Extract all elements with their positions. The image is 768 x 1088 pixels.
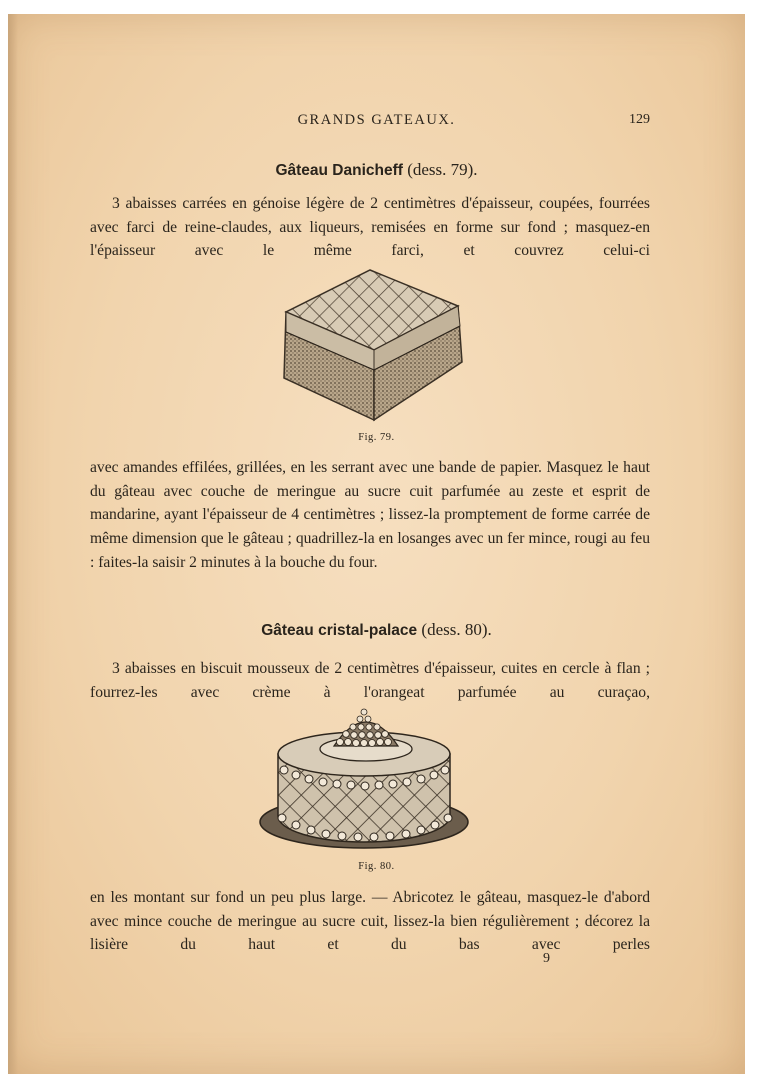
figure-79-square-cake-illustration <box>270 266 470 426</box>
figure-79-caption: Fig. 79. <box>358 432 395 443</box>
recipe-heading-danicheff <box>8 160 745 180</box>
recipe1-paragraph-1: 3 abaisses carrées en génoise légère de 2 centimètres d'épaisseur, coupées, fourrées avec farci de reine-claudes, aux liqueurs, remisées en forme sur fond ; masquez-en l'épaisseur avec le même farci, et couvrez celui-ci <box>90 195 650 260</box>
recipe-title: Gâteau cristal-palace <box>261 622 418 639</box>
recipe1-paragraph-2: avec amandes effilées, grillées, en les serrant avec une bande de papier. Masquez le haut du gâteau avec couche de meringue au sucre cuit parfumée au zeste et esprit de mandarine, ayant l'épaisseur de 4 centimètres ; lissez-la promptement de forme carrée de même dimension que le gâteau ; quadrillez-la en losanges avec un fer mince, rougi au feu : faites-la saisir 2 minutes à la bouche du four. <box>90 459 650 571</box>
recipe-figure-ref: (dess. 80). <box>421 620 492 639</box>
recipe-heading-cristal-palace <box>8 620 745 640</box>
book-page <box>8 14 745 1074</box>
recipe-title: Gâteau Danicheff <box>275 162 403 179</box>
figure-80-round-cake-illustration <box>256 704 471 854</box>
page-number: 129 <box>629 112 650 127</box>
recipe2-paragraph-2: en les montant sur fond un peu plus large. — Abricotez le gâteau, masquez-le d'abord avec mince couche de meringue au sucre cuit, lissez-la bien régulièrement ; décorez la lisière du haut et du bas avec perles <box>90 889 650 954</box>
signature-mark: 9 <box>543 951 550 966</box>
figure-80-caption: Fig. 80. <box>358 861 395 872</box>
recipe2-paragraph-1: 3 abaisses en biscuit mousseux de 2 centimètres d'épaisseur, cuites en cercle à flan ; fourrez-les avec crème à l'orangeat parfumée au curaçao, <box>90 660 650 701</box>
recipe-figure-ref: (dess. 79). <box>407 160 478 179</box>
running-head-title: GRANDS GATEAUX. <box>297 112 456 128</box>
